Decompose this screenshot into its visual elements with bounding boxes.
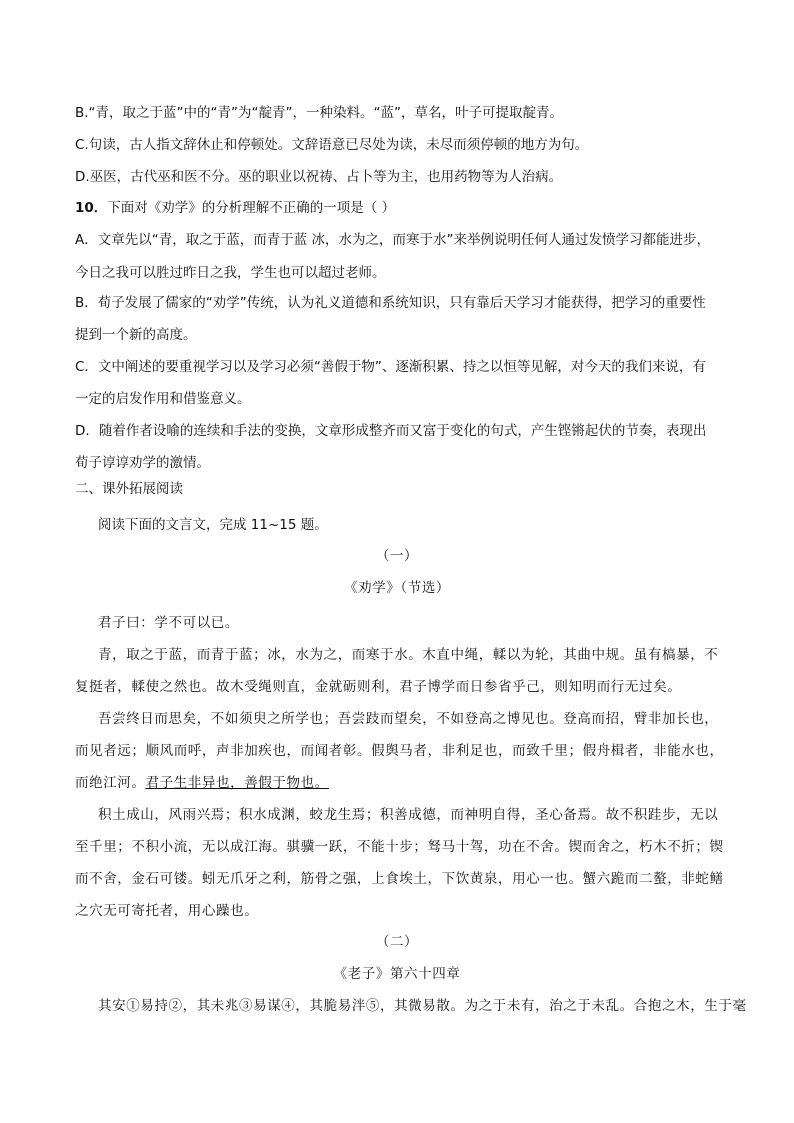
option-d-line: D.巫医，古代巫和医不分。巫的职业以祝祷、占卜等为主，也用药物等为人治病。 bbox=[75, 169, 563, 185]
option-c-line: C.句读，古人指文辞休止和停顿处。文辞语意已尽处为读，未尽而须停顿的地方为句。 bbox=[75, 137, 589, 153]
passage-2-title: 《老子》第六十四章 bbox=[333, 966, 461, 982]
option-b-line: B.“青，取之于蓝”中的“青”为“靛青”，一种染料。“蓝”，草名，叶子可提取靛青。 bbox=[75, 105, 564, 121]
section-heading: 二、课外拓展阅读 bbox=[75, 481, 183, 497]
q10-option-b-line2: 提到一个新的高度。 bbox=[75, 327, 197, 343]
underlined-sentence: 君子生非异也，善假于物也。 bbox=[145, 775, 329, 791]
passage-1-para-3-text: 而绝江河。 bbox=[75, 775, 146, 791]
q10-option-d-line1: D．随着作者设喻的连续和手法的变换，文章形成整齐而又富于变化的句式，产生铿锵起伏的节奏，表现出 bbox=[75, 423, 707, 439]
q10-option-a-line2: 今日之我可以胜过昨日之我，学生也可以超过老师。 bbox=[75, 265, 386, 281]
passage-2-para-1-line1: 其安①易持②，其未兆③易谋④，其脆易泮⑤，其微易散。为之于未有，治之于未乱。合抱之木，生于毫 bbox=[98, 998, 747, 1014]
passage-1-para-2-line2: 复挺者，輮使之然也。故木受绳则直，金就砺则利，君子博学而日参省乎己，则知明而行无过矣。 bbox=[75, 679, 682, 695]
q10-option-c-line2: 一定的启发作用和借鉴意义。 bbox=[75, 391, 251, 407]
passage-1-para-3-line1: 吾尝终日而思矣，不如须臾之所学也；吾尝跂而望矣，不如登高之博见也。登高而招，臂非加长也， bbox=[98, 711, 719, 727]
passage-2-number: （二） bbox=[375, 934, 419, 950]
question-number: 10． bbox=[75, 200, 108, 216]
q10-option-d-line2: 荀子谆谆劝学的激情。 bbox=[75, 455, 210, 471]
passage-1-para-3-line3 bbox=[75, 773, 725, 793]
passage-1-title: 《劝学》（节选） bbox=[343, 580, 451, 596]
passage-1-para-4-line3: 而不舍，金石可镂。蚓无爪牙之利，筋骨之强，上食埃土，下饮黄泉，用心一也。蟹六跪而二螯，非蛇鳝 bbox=[75, 871, 724, 887]
passage-1-para-4-line2: 至千里；不积小流，无以成江海。骐骥一跃，不能十步；驽马十驾，功在不舍。锲而舍之，朽木不折；锲 bbox=[75, 839, 724, 855]
question-text: 下面对《劝学》的分析理解不正确的一项是（ ） bbox=[107, 200, 396, 216]
passage-1-para-4-line4: 之穴无可寄托者，用心躁也。 bbox=[75, 903, 259, 919]
passage-1-para-4-line1: 积土成山，风雨兴焉；积水成渊，蛟龙生焉；积善成德，而神明自得，圣心备焉。故不积跬步，无以 bbox=[98, 807, 719, 823]
passage-1-para-3-line2: 而见者远；顺风而呼，声非加疾也，而闻者彰。假舆马者，非利足也，而致千里；假舟楫者，非能水也， bbox=[75, 743, 724, 759]
passage-1-para-2-line1: 青，取之于蓝，而青于蓝；冰，水为之，而寒于水。木直中绳，輮以为轮，其曲中规。虽有槁暴，不 bbox=[98, 647, 719, 663]
passage-1-para-1: 君子曰：学不可以已。 bbox=[98, 615, 239, 631]
passage-1-number: （一） bbox=[375, 548, 419, 564]
reading-instruction: 阅读下面的文言文，完成 11~15 题。 bbox=[98, 517, 328, 533]
q10-option-c-line1: C．文中阐述的要重视学习以及学习必须“善假于物”、逐渐积累、持之以恒等见解，对今天的我们来说，有 bbox=[75, 359, 706, 375]
q10-option-b-line1: B．荀子发展了儒家的“劝学”传统，认为礼义道德和系统知识，只有靠后天学习才能获得，把学习的重要性 bbox=[75, 295, 706, 311]
question-10-stem bbox=[75, 198, 725, 218]
q10-option-a-line1: A．文章先以“青，取之于蓝，而青于蓝 冰，水为之，而寒于水”来举例说明任何人通过发愤学习都能进步， bbox=[75, 232, 711, 248]
